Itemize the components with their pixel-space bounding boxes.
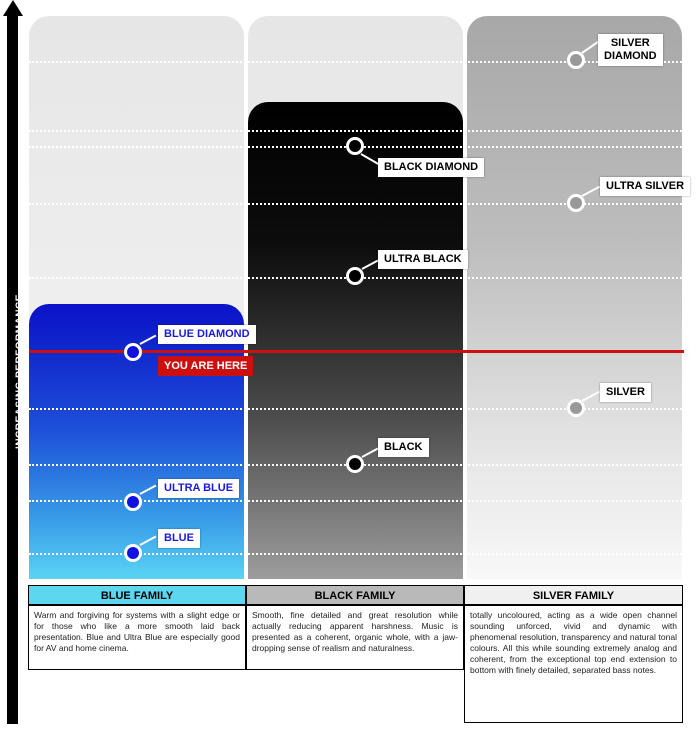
ultra-silver-label: ULTRA SILVER (600, 177, 690, 196)
black-marker (346, 455, 364, 473)
blue-family-header: BLUE FAMILY (28, 585, 246, 605)
silver-diamond-label-line1: SILVER (610, 37, 650, 49)
axis-label: INCREASING PERFORMANCE (14, 294, 26, 449)
black-family-header: BLACK FAMILY (246, 585, 464, 605)
blue-label: BLUE (158, 529, 200, 548)
silver-family-description: totally uncoloured, acting as a wide open channel sounding unforced, vivid and dynamic with phenomenal resolution, transparency and natural tonal colours. All this while sounding extremely analog and coherent, from the exceptional top end extension to bottom with finely detailed, separated bass notes. (464, 605, 683, 723)
ultra-blue-label: ULTRA BLUE (158, 479, 239, 498)
blue-marker (124, 544, 142, 562)
blue-diamond-label: BLUE DIAMOND (158, 325, 256, 344)
level-line (29, 130, 682, 132)
black-label: BLACK (378, 438, 429, 457)
ultra-blue-marker (124, 493, 142, 511)
silver-diamond-label (598, 34, 663, 66)
silver-family-header: SILVER FAMILY (464, 585, 683, 605)
silver-diamond-label-line2: DIAMOND (604, 50, 657, 62)
you-are-here-label: YOU ARE HERE (158, 356, 253, 376)
ultra-black-label: ULTRA BLACK (378, 250, 468, 269)
ultra-black-marker (346, 267, 364, 285)
blue-diamond-marker (124, 343, 142, 361)
axis-arrowhead (3, 0, 23, 16)
black-family-description: Smooth, fine detailed and great resolution while actually reducing apparent harshness. Music is presented as a coherent, organic whole, with a jaw-dropping sense of realism and naturalness. (246, 605, 464, 670)
silver-label: SILVER (600, 383, 651, 402)
blue-family-description: Warm and forgiving for systems with a slight edge or for those who like a more smooth laid back presentation. Blue and Ultra Blue are especially good for AV and home cinema. (28, 605, 246, 670)
silver-column-bg (467, 16, 682, 579)
black-diamond-label: BLACK DIAMOND (378, 158, 484, 177)
